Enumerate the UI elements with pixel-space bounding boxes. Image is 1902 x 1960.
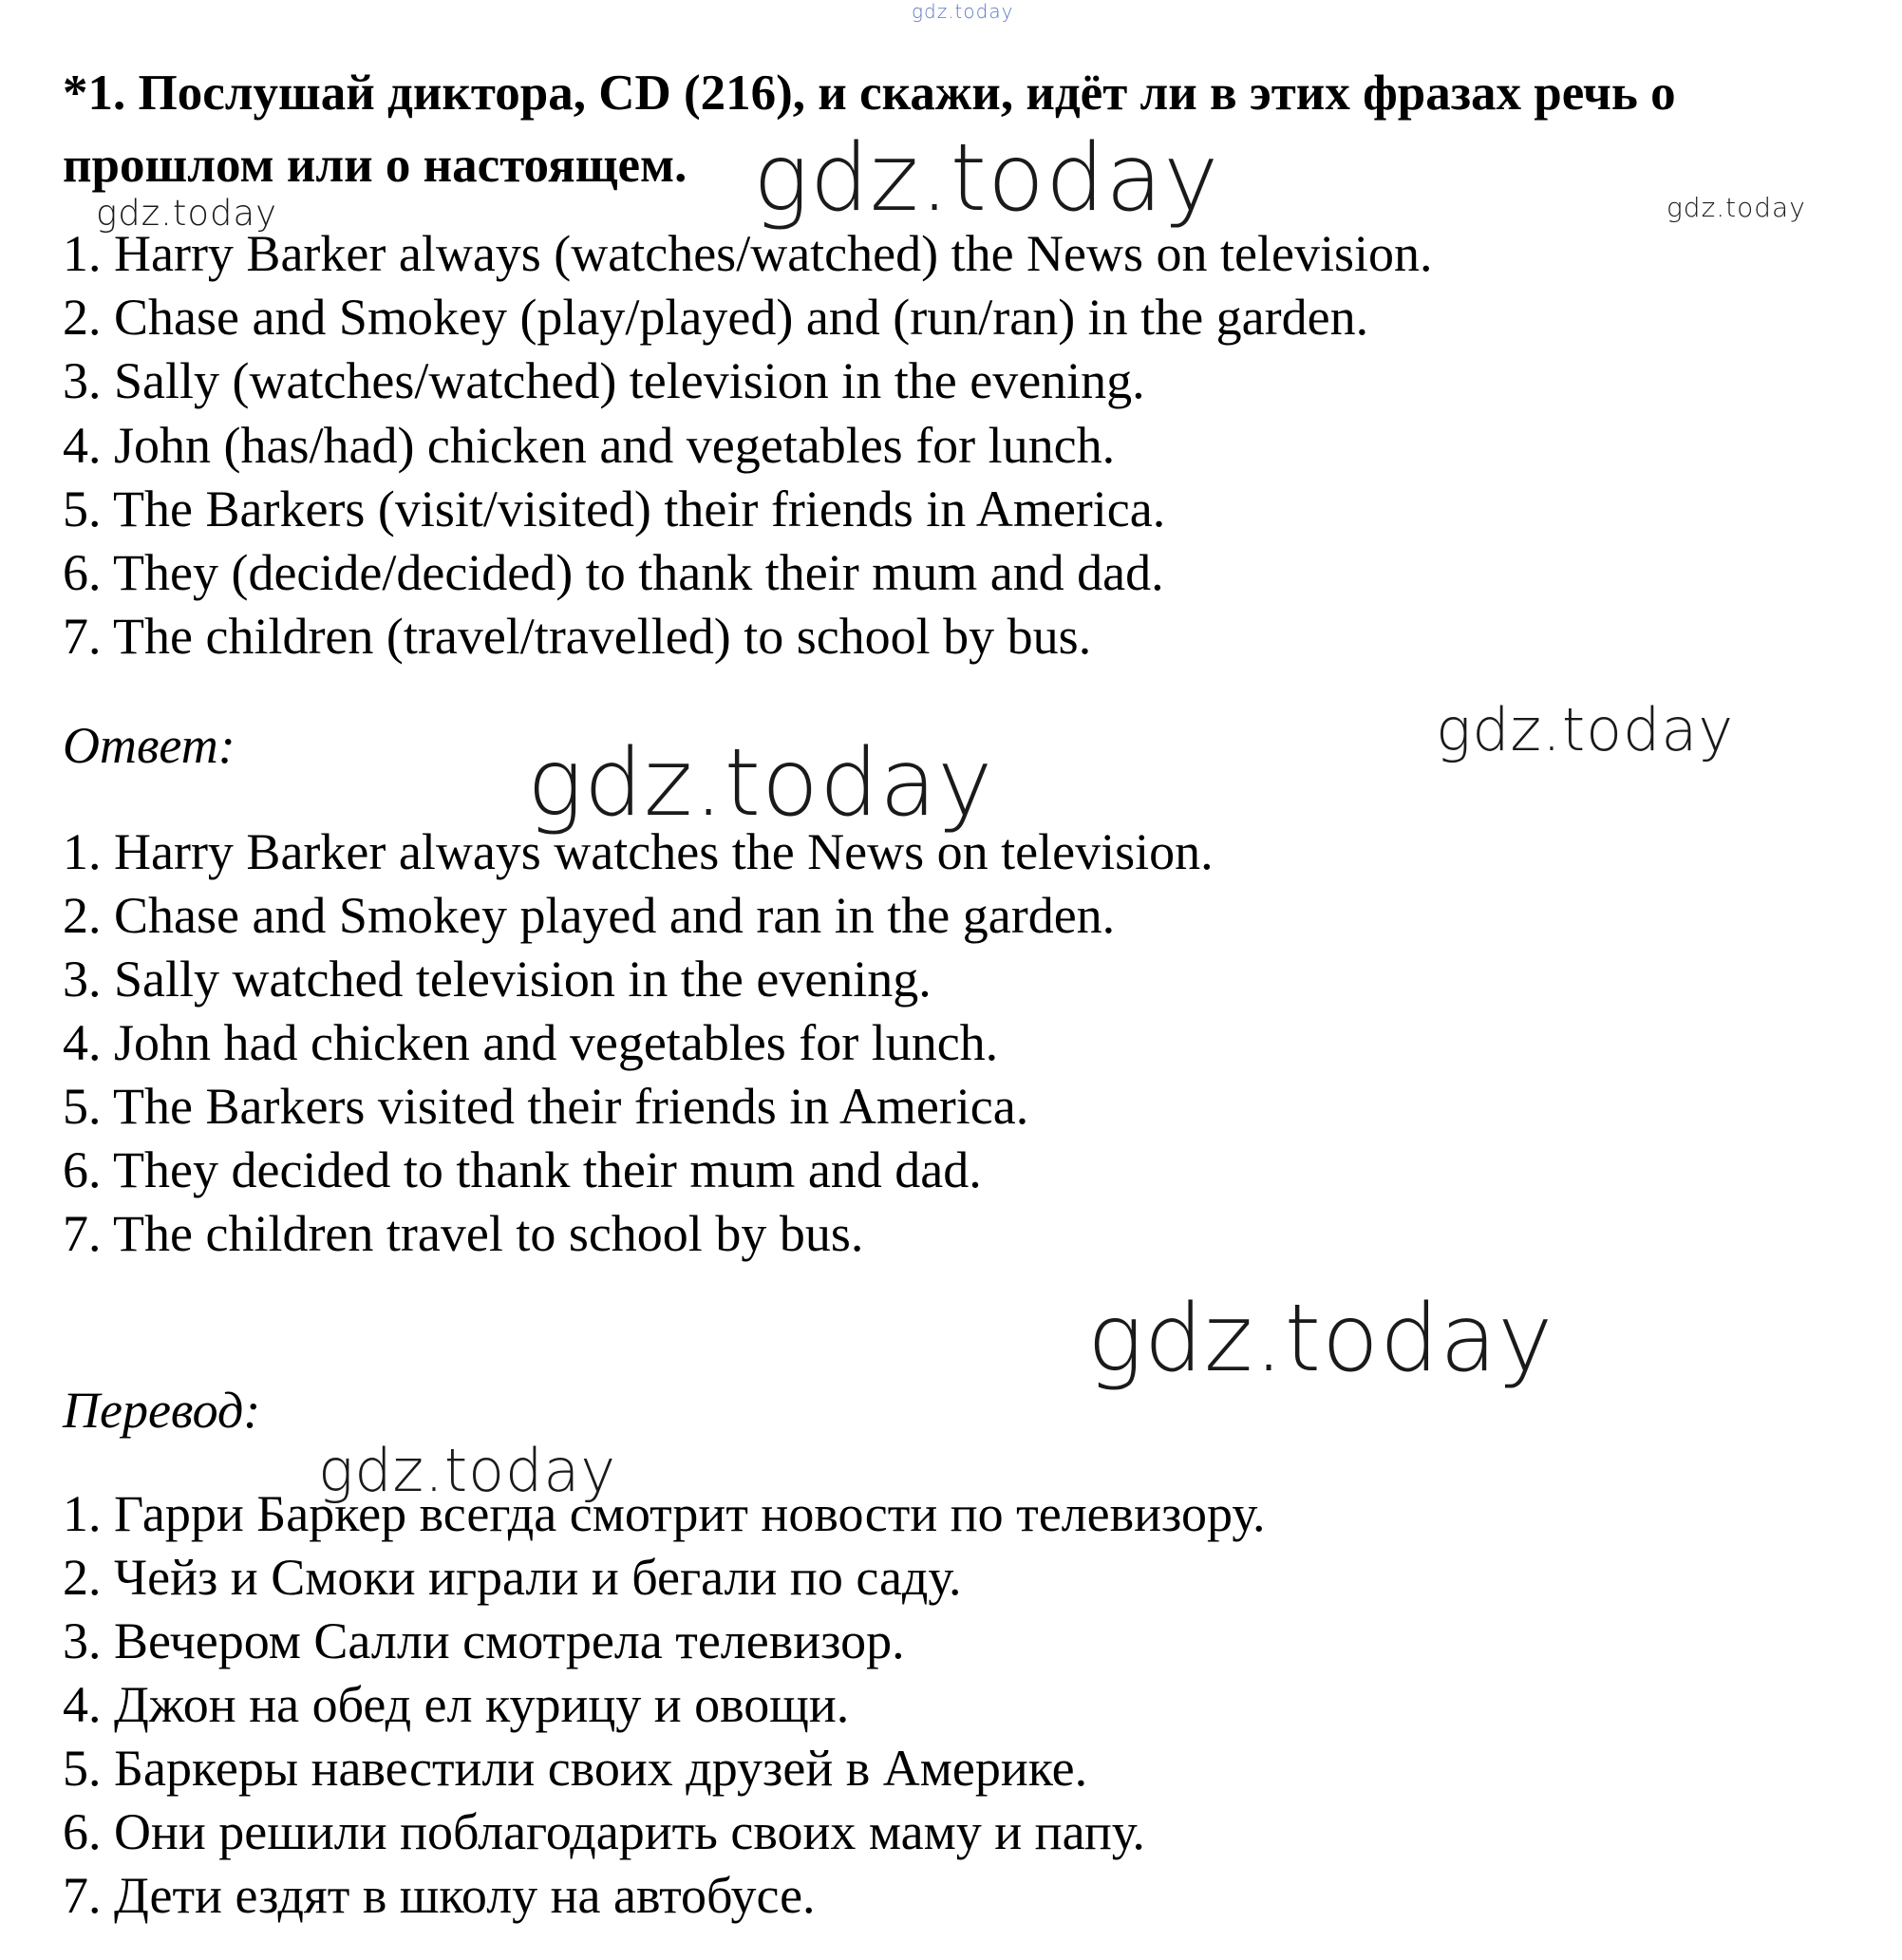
- translation-item: 2. Чейз и Смоки играли и бегали по саду.: [63, 1549, 962, 1606]
- task-item: 2. Chase and Smokey (play/played) and (run/ran) in the garden.: [63, 289, 1369, 346]
- answer-label: Ответ:: [63, 717, 235, 774]
- translation-item: 5. Баркеры навестили своих друзей в Америке.: [63, 1740, 1088, 1797]
- translation-item: 6. Они решили поблагодарить своих маму и папу.: [63, 1803, 1145, 1860]
- answer-item: 2. Chase and Smokey played and ran in the garden.: [63, 887, 1116, 944]
- translation-item: 7. Дети ездят в школу на автобусе.: [63, 1867, 816, 1924]
- answer-item: 3. Sally watched television in the evening.: [63, 951, 932, 1008]
- task-item: 4. John (has/had) chicken and vegetables for lunch.: [63, 417, 1116, 474]
- watermark-top: gdz.today: [912, 0, 1014, 23]
- watermark-medium-left: gdz.today: [318, 1436, 617, 1505]
- translation-item: 4. Джон на обед ел курицу и овощи.: [63, 1676, 850, 1733]
- answer-item: 4. John had chicken and vegetables for lunch.: [63, 1014, 999, 1071]
- task-item: 1. Harry Barker always (watches/watched) the News on television.: [63, 225, 1433, 282]
- task-item: 3. Sally (watches/watched) television in the evening.: [63, 352, 1145, 409]
- task-item: 5. The Barkers (visit/visited) their friends in America.: [63, 481, 1166, 537]
- answer-item: 1. Harry Barker always watches the News on television.: [63, 823, 1214, 880]
- task-item: 7. The children (travel/travelled) to school by bus.: [63, 608, 1092, 665]
- translation-item: 1. Гарри Баркер всегда смотрит новости по телевизору.: [63, 1485, 1266, 1542]
- answer-item: 7. The children travel to school by bus.: [63, 1205, 864, 1262]
- task-item: 6. They (decide/decided) to thank their mum and dad.: [63, 544, 1164, 601]
- watermark-small-left: gdz.today: [96, 193, 278, 234]
- watermark-large-3: gdz.today: [1087, 1285, 1554, 1393]
- watermark-large-2: gdz.today: [527, 729, 994, 838]
- watermark-small-right: gdz.today: [1667, 192, 1806, 223]
- answer-item: 6. They decided to thank their mum and dad.: [63, 1141, 982, 1198]
- watermark-large-1: gdz.today: [753, 124, 1220, 233]
- task-title: *1. Послушай диктора, CD (216), и скажи, идёт ли в этих фразах речь о прошлом или о настоящем.: [63, 66, 1676, 193]
- translation-label: Перевод:: [63, 1382, 261, 1439]
- watermark-medium-right: gdz.today: [1436, 695, 1735, 764]
- answer-item: 5. The Barkers visited their friends in America.: [63, 1078, 1029, 1135]
- translation-item: 3. Вечером Салли смотрела телевизор.: [63, 1612, 905, 1669]
